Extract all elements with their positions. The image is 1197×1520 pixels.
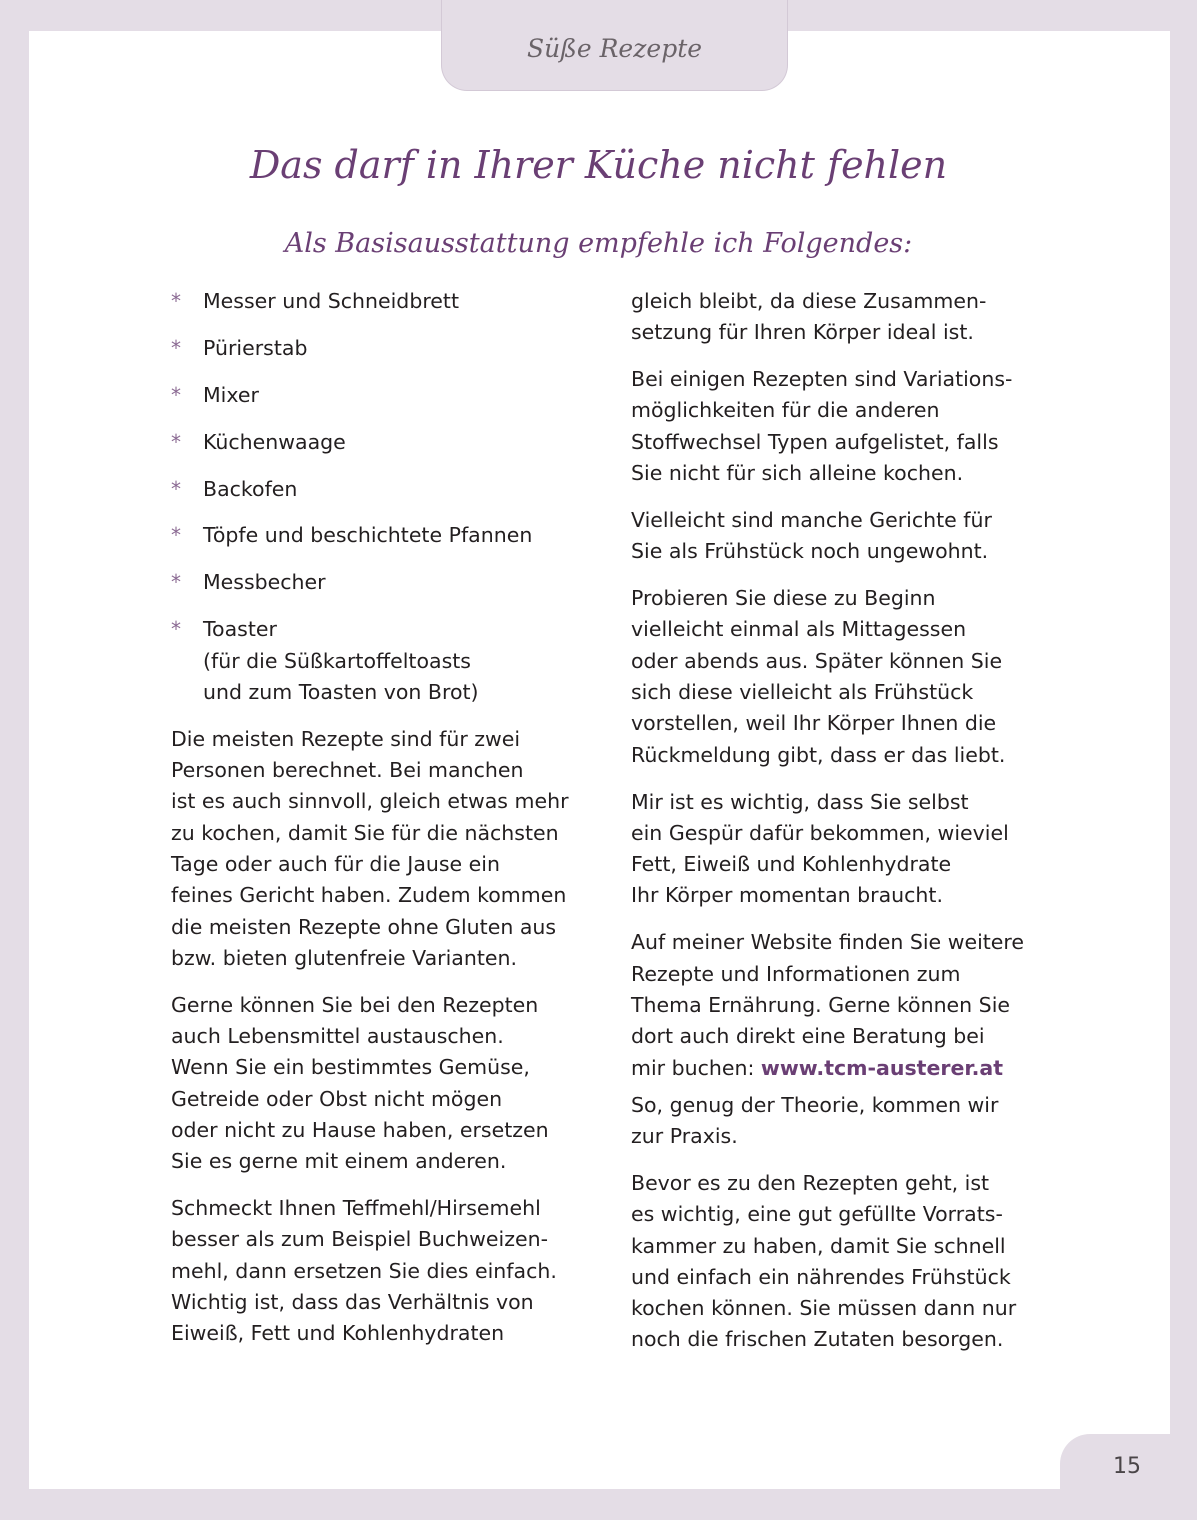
section-tab-label: Süße Rezepte xyxy=(526,34,703,63)
list-item-label: Messer und Schneidbrett xyxy=(203,289,459,313)
list-item-label: Messbecher xyxy=(203,570,326,595)
text-line: mir buchen: xyxy=(631,1055,761,1080)
text-line: Rückmeldung gibt, dass er das liebt. xyxy=(631,742,1006,767)
text-line: setzung für Ihren Körper ideal ist. xyxy=(631,320,974,345)
paragraph-theory xyxy=(631,1090,1051,1153)
text-line: Auf meiner Website finden Sie weitere xyxy=(631,930,1025,955)
text-line: Getreide oder Obst nicht mögen xyxy=(171,1086,503,1111)
text-line: Thema Ernährung. Gerne können Sie xyxy=(631,992,1010,1017)
list-item xyxy=(171,427,591,458)
right-column xyxy=(631,286,1051,1371)
text-line: So, genug der Theorie, kommen wir xyxy=(631,1092,999,1117)
paragraph-portions xyxy=(171,724,591,974)
website-link[interactable]: www.tcm-austerer.at xyxy=(760,1055,1003,1080)
text-line: dort auch direkt eine Beratung bei xyxy=(631,1024,985,1049)
text-line: Bevor es zu den Rezepten geht, ist xyxy=(631,1170,990,1195)
list-item xyxy=(171,567,591,598)
star-icon: * xyxy=(171,382,181,407)
text-line: Ihr Körper momentan braucht. xyxy=(631,883,943,908)
paragraph-variations xyxy=(631,364,1051,489)
text-line: feines Gericht haben. Zudem kommen xyxy=(171,883,567,908)
text-line: und einfach ein nährendes Frühstück xyxy=(631,1264,1011,1289)
text-line: Wichtig ist, dass das Verhältnis von xyxy=(171,1289,534,1314)
text-line: Wenn Sie ein bestimmtes Gemüse, xyxy=(171,1055,530,1080)
text-line: zur Praxis. xyxy=(631,1124,738,1149)
text-line: Sie nicht für sich alleine kochen. xyxy=(631,461,964,486)
text-line: gleich bleibt, da diese Zusammen- xyxy=(631,289,987,313)
list-item xyxy=(171,520,591,551)
star-icon: * xyxy=(171,570,181,595)
text-line: kammer zu haben, damit Sie schnell xyxy=(631,1233,1006,1258)
paragraph-substitutes xyxy=(171,990,591,1178)
text-line: ist es auch sinnvoll, gleich etwas mehr xyxy=(171,789,569,814)
text-line: Die meisten Rezepte sind für zwei xyxy=(171,726,521,751)
paragraph-flour xyxy=(171,1193,591,1349)
list-item-label: Küchenwaage xyxy=(203,429,346,454)
list-item xyxy=(171,380,591,411)
star-icon: * xyxy=(171,429,181,454)
text-line: zu kochen, damit Sie für die nächsten xyxy=(171,820,559,845)
text-line: vielleicht einmal als Mittagessen xyxy=(631,617,967,642)
page-title: Das darf in Ihrer Küche nicht fehlen xyxy=(249,143,948,187)
text-line: Schmeckt Ihnen Teffmehl/Hirsemehl xyxy=(171,1196,541,1221)
paragraph-try xyxy=(631,583,1051,771)
star-icon: * xyxy=(171,523,181,548)
text-line: Sie als Frühstück noch ungewohnt. xyxy=(631,539,989,564)
paragraph-feeling xyxy=(631,787,1051,912)
text-line: oder abends aus. Später können Sie xyxy=(631,648,1003,673)
star-icon: * xyxy=(171,289,181,313)
text-line: Sie es gerne mit einem anderen. xyxy=(171,1149,507,1174)
section-tab xyxy=(441,0,788,91)
list-item xyxy=(171,474,591,505)
list-item-label: Töpfe und beschichtete Pfannen xyxy=(203,523,533,548)
text-line: Bei einigen Rezepten sind Variations- xyxy=(631,367,1013,392)
text-line: besser als zum Beispiel Buchweizen- xyxy=(171,1227,548,1252)
text-line: Fett, Eiweiß und Kohlenhydrate xyxy=(631,852,952,877)
text-line: mehl, dann ersetzen Sie dies einfach. xyxy=(171,1258,557,1283)
text-line: oder nicht zu Hause haben, ersetzen xyxy=(171,1117,549,1142)
text-line: Mir ist es wichtig, dass Sie selbst xyxy=(631,789,969,814)
paragraph-website xyxy=(631,927,1051,1083)
star-icon: * xyxy=(171,617,181,642)
list-item xyxy=(171,286,591,317)
text-line: kochen können. Sie müssen dann nur xyxy=(631,1296,1017,1321)
text-line: Eiweiß, Fett und Kohlenhydraten xyxy=(171,1321,505,1346)
toaster-note: (für die Süßkartoffeltoasts xyxy=(203,648,471,673)
paragraph-breakfast xyxy=(631,505,1051,568)
list-item-label: Backofen xyxy=(203,476,298,501)
text-line: bzw. bieten glutenfreie Varianten. xyxy=(171,945,517,970)
text-line: Stoffwechsel Typen aufgelistet, falls xyxy=(631,429,999,454)
toaster-note: und zum Toasten von Brot) xyxy=(203,679,479,704)
page-subtitle: Als Basisausstattung empfehle ich Folgendes: xyxy=(284,228,913,259)
text-line: Tage oder auch für die Jause ein xyxy=(171,851,500,876)
text-line: noch die frischen Zutaten besorgen. xyxy=(631,1327,1004,1352)
page-number: 15 xyxy=(1113,1454,1141,1479)
list-item-label: Toaster xyxy=(203,617,277,642)
paragraph-ratio xyxy=(631,286,1051,349)
text-line: auch Lebensmittel austauschen. xyxy=(171,1023,504,1048)
list-item-label: Pürierstab xyxy=(203,335,308,360)
text-line: die meisten Rezepte ohne Gluten aus xyxy=(171,914,557,939)
text-line: Personen berechnet. Bei manchen xyxy=(171,758,524,783)
text-line: Probieren Sie diese zu Beginn xyxy=(631,586,936,611)
text-line: Vielleicht sind manche Gerichte für xyxy=(631,507,992,532)
text-line: ein Gespür dafür bekommen, wieviel xyxy=(631,820,1009,845)
list-item xyxy=(171,333,591,364)
list-item xyxy=(171,614,591,708)
text-line: sich diese vielleicht als Frühstück xyxy=(631,680,974,705)
list-item-label: Mixer xyxy=(203,382,259,407)
text-line: Rezepte und Informationen zum xyxy=(631,961,961,986)
paragraph-pantry xyxy=(631,1168,1051,1356)
star-icon: * xyxy=(171,335,181,360)
left-column xyxy=(171,286,591,1365)
tool-list xyxy=(171,286,591,708)
text-line: Gerne können Sie bei den Rezepten xyxy=(171,992,539,1017)
star-icon: * xyxy=(171,476,181,501)
text-line: möglichkeiten für die anderen xyxy=(631,398,940,423)
text-line: vorstellen, weil Ihr Körper Ihnen die xyxy=(631,711,997,736)
text-line: es wichtig, eine gut gefüllte Vorrats- xyxy=(631,1202,1003,1227)
